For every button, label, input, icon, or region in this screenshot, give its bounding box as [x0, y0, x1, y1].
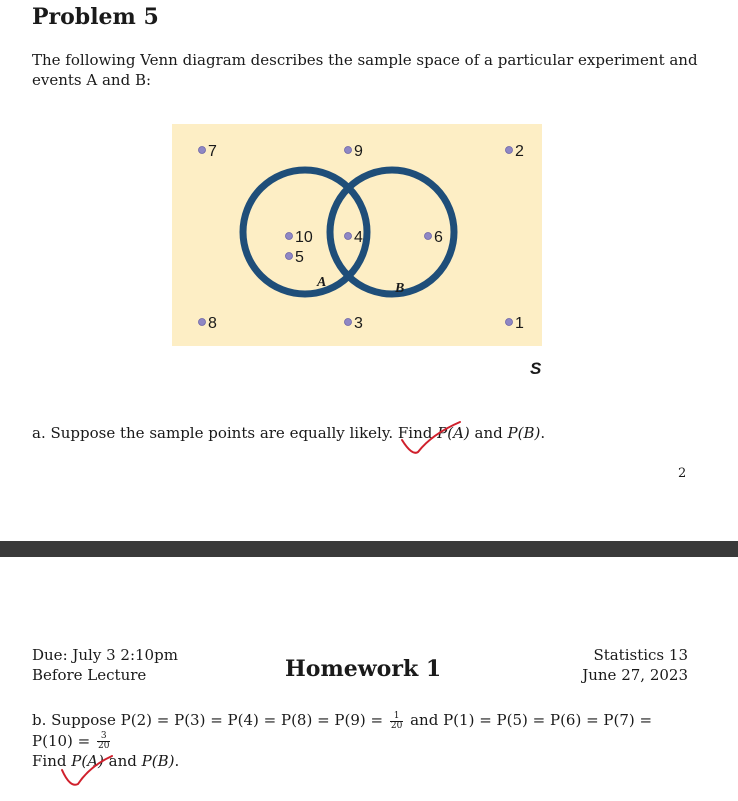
sample-point-label: 4	[354, 229, 363, 246]
part-b-line2-prefix: P(10) =	[32, 731, 95, 750]
part-a-suffix: .	[540, 424, 546, 442]
part-b-find: Find	[32, 752, 72, 770]
course-info	[582, 645, 688, 685]
sample-point-label: 1	[515, 315, 524, 332]
part-b-line-2	[32, 731, 712, 752]
due-line: Due: July 3 2:10pm	[32, 646, 178, 664]
part-a-mid: and	[469, 424, 508, 442]
sample-point-dot	[345, 233, 352, 240]
homework-title: Homework 1	[285, 656, 442, 682]
fraction-1-20	[390, 712, 403, 731]
sample-point-dot	[425, 233, 432, 240]
due-note: Before Lecture	[32, 666, 147, 684]
sample-point-label: 9	[354, 143, 363, 160]
sample-point-label: 6	[434, 229, 443, 246]
part-a-question	[32, 424, 545, 442]
fraction-numerator: 1	[390, 712, 403, 722]
fraction-denominator: 20	[390, 720, 403, 731]
sample-point-label: 10	[295, 229, 313, 246]
part-a-pa: P(A)	[437, 424, 470, 442]
sample-point-label: 3	[354, 315, 363, 332]
part-b-line-1	[32, 710, 712, 731]
event-b-label: B	[395, 281, 405, 296]
part-a-pb: P(B)	[507, 424, 541, 442]
part-b-pa: P(A)	[71, 752, 104, 770]
sample-point-dot	[345, 319, 352, 326]
page-divider	[0, 541, 738, 557]
venn-diagram	[172, 124, 572, 386]
sample-point-dot	[286, 253, 293, 260]
sample-point-dot	[286, 233, 293, 240]
part-b-question	[32, 710, 712, 771]
sample-point-dot	[506, 319, 513, 326]
sample-point-dot	[199, 147, 206, 154]
part-b-pb: P(B)	[141, 752, 175, 770]
sample-point-dot	[506, 147, 513, 154]
sample-point-label: 7	[208, 143, 217, 160]
event-a-label: A	[317, 275, 327, 290]
part-b-line1-prefix: b. Suppose P(2) = P(3) = P(4) = P(8) = P(9) =	[32, 711, 388, 729]
course-name: Statistics 13	[593, 646, 688, 664]
problem-title: Problem 5	[32, 4, 159, 30]
fraction-3-20	[97, 732, 110, 751]
sample-point-label: 8	[208, 315, 217, 332]
sample-point-dot	[199, 319, 206, 326]
page-number: 2	[678, 466, 687, 481]
fraction-numerator: 3	[97, 732, 110, 742]
sample-space-label: S	[530, 359, 542, 378]
course-date: June 27, 2023	[582, 666, 688, 684]
part-b-mid: and	[103, 752, 142, 770]
sample-point-label: 2	[515, 143, 524, 160]
part-a-prefix: a. Suppose the sample points are equally likely. Find	[32, 424, 438, 442]
fraction-denominator: 20	[98, 741, 110, 751]
part-b-suffix: .	[174, 752, 180, 770]
sample-point-label: 5	[295, 249, 304, 266]
sample-point-dot	[345, 147, 352, 154]
part-b-line-3	[32, 751, 712, 771]
problem-intro: The following Venn diagram describes the sample space of a particular experiment and events A and B:	[32, 51, 698, 89]
due-date	[32, 645, 178, 685]
part-b-line1-suffix: and P(1) = P(5) = P(6) = P(7) =	[405, 711, 653, 729]
